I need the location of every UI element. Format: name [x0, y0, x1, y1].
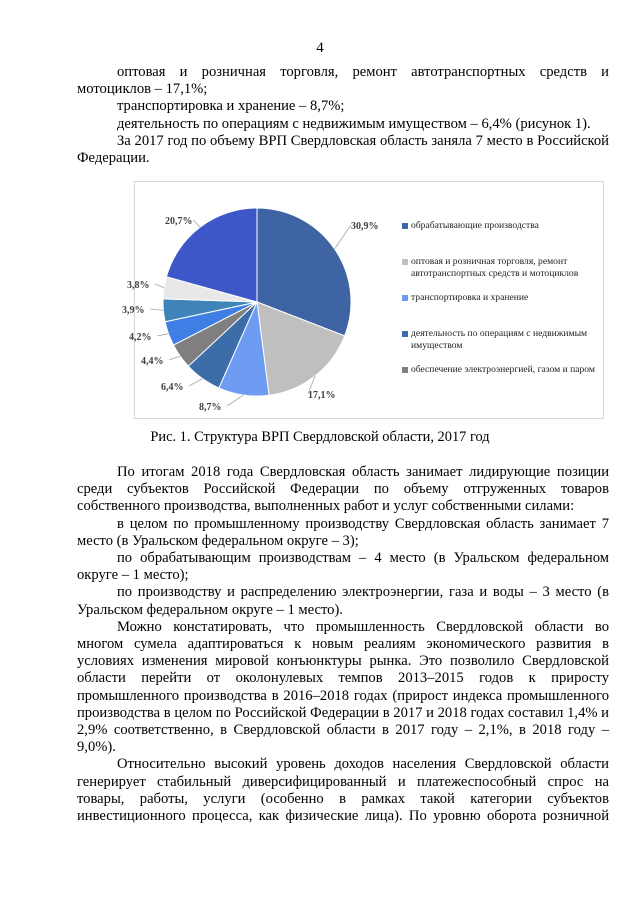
paragraph: По итогам 2018 года Свердловская область занимает лидирующие позиции среди субъектов Российской Федерации по объему отгруженных товаров собственного производства, выполненных работ и услуг собственными силами: — [77, 464, 609, 515]
legend-swatch — [402, 223, 408, 229]
legend-swatch — [402, 259, 408, 265]
paragraph: в целом по промышленному производству Свердловская область занимает 7 место (в Уральском федеральном округе – 3); — [77, 515, 609, 549]
legend-label: транспортировка и хранение — [411, 292, 529, 303]
paragraph: по обрабатывающим производствам – 4 место (в Уральском федеральном округе – 1 место); — [77, 550, 609, 584]
legend-label: обеспечение электроэнергией, газом и паром — [411, 364, 595, 375]
paragraph: Можно констатировать, что промышленность Свердловской области во многом сумела адаптироваться к новым реалиям экономического развития в условиях изменения мировой конъюнктуры рынка. Это позволило Свердловской области перейти от околонулевых темпов 2013–2015 годов к приросту промышленного производства в 2016–2018 годах (прирост индекса промышленного производства в целом по Российской Федерации в 2017 и 2018 годах составил 1,4% и 2,9% соответственно, в Свердловской области в 2017 году – 2,1%, в 2018 году – 9,0%). — [77, 618, 609, 756]
data-label: 20,7% — [165, 216, 193, 227]
data-label: 30,9% — [351, 221, 379, 232]
paragraph: транспортировка и хранение – 8,7%; — [117, 98, 345, 115]
data-label: 17,1% — [308, 390, 336, 401]
leader-line — [157, 334, 168, 336]
chart-figure — [122, 181, 604, 419]
legend-item — [402, 364, 602, 376]
leader-line — [335, 225, 351, 249]
text-block-bottom — [77, 464, 609, 825]
data-label: 4,4% — [141, 356, 164, 367]
leader-line — [155, 284, 164, 288]
data-label: 4,2% — [129, 332, 152, 343]
legend-item — [402, 292, 602, 304]
legend-label: оптовая и розничная торговля, ремонт автотранспортных средств и мотоциклов — [411, 256, 579, 279]
leader-line — [193, 220, 200, 227]
leader-line — [189, 379, 203, 386]
legend-item — [402, 328, 602, 351]
legend-item — [402, 220, 602, 232]
leader-line — [227, 395, 243, 406]
legend-item — [402, 256, 602, 279]
legend-label: деятельность по операциям с недвижимым имуществом — [411, 328, 588, 351]
paragraph: по производству и распределению электроэнергии, газа и воды – 3 место (в Уральском федеральном округе – 1 место). — [77, 584, 609, 618]
data-label: 3,9% — [122, 305, 145, 316]
legend-swatch — [402, 367, 408, 373]
paragraph: оптовая и розничная торговля, ремонт автотранспортных средств и мотоциклов – 17,1%; — [77, 64, 609, 98]
legend-swatch — [402, 331, 408, 337]
data-label: 6,4% — [161, 382, 184, 393]
page-number: 4 — [316, 40, 324, 56]
legend-label: обрабатывающие производства — [411, 220, 539, 231]
text-block-top — [77, 64, 609, 167]
legend-swatch — [402, 295, 408, 301]
data-label: 8,7% — [199, 402, 222, 413]
paragraph: За 2017 год по объему ВРП Свердловская область заняла 7 место в Российской Федерации. — [77, 132, 609, 167]
paragraph: Относительно высокий уровень доходов населения Свердловской области генерирует стабильный диверсифицированный и платежеспособный спрос на товары, работы, услуги (особенно в рамках такой категории субъектов инвестиционного процесса, как физические лица). По уровню оборота розничной — [77, 756, 609, 825]
figure-caption: Рис. 1. Структура ВРП Свердловской области, 2017 год — [150, 429, 490, 445]
data-label: 3,8% — [127, 280, 150, 291]
paragraph: деятельность по операциям с недвижимым имуществом – 6,4% (рисунок 1). — [117, 115, 591, 132]
leader-line — [150, 309, 163, 310]
leader-line — [169, 356, 180, 360]
